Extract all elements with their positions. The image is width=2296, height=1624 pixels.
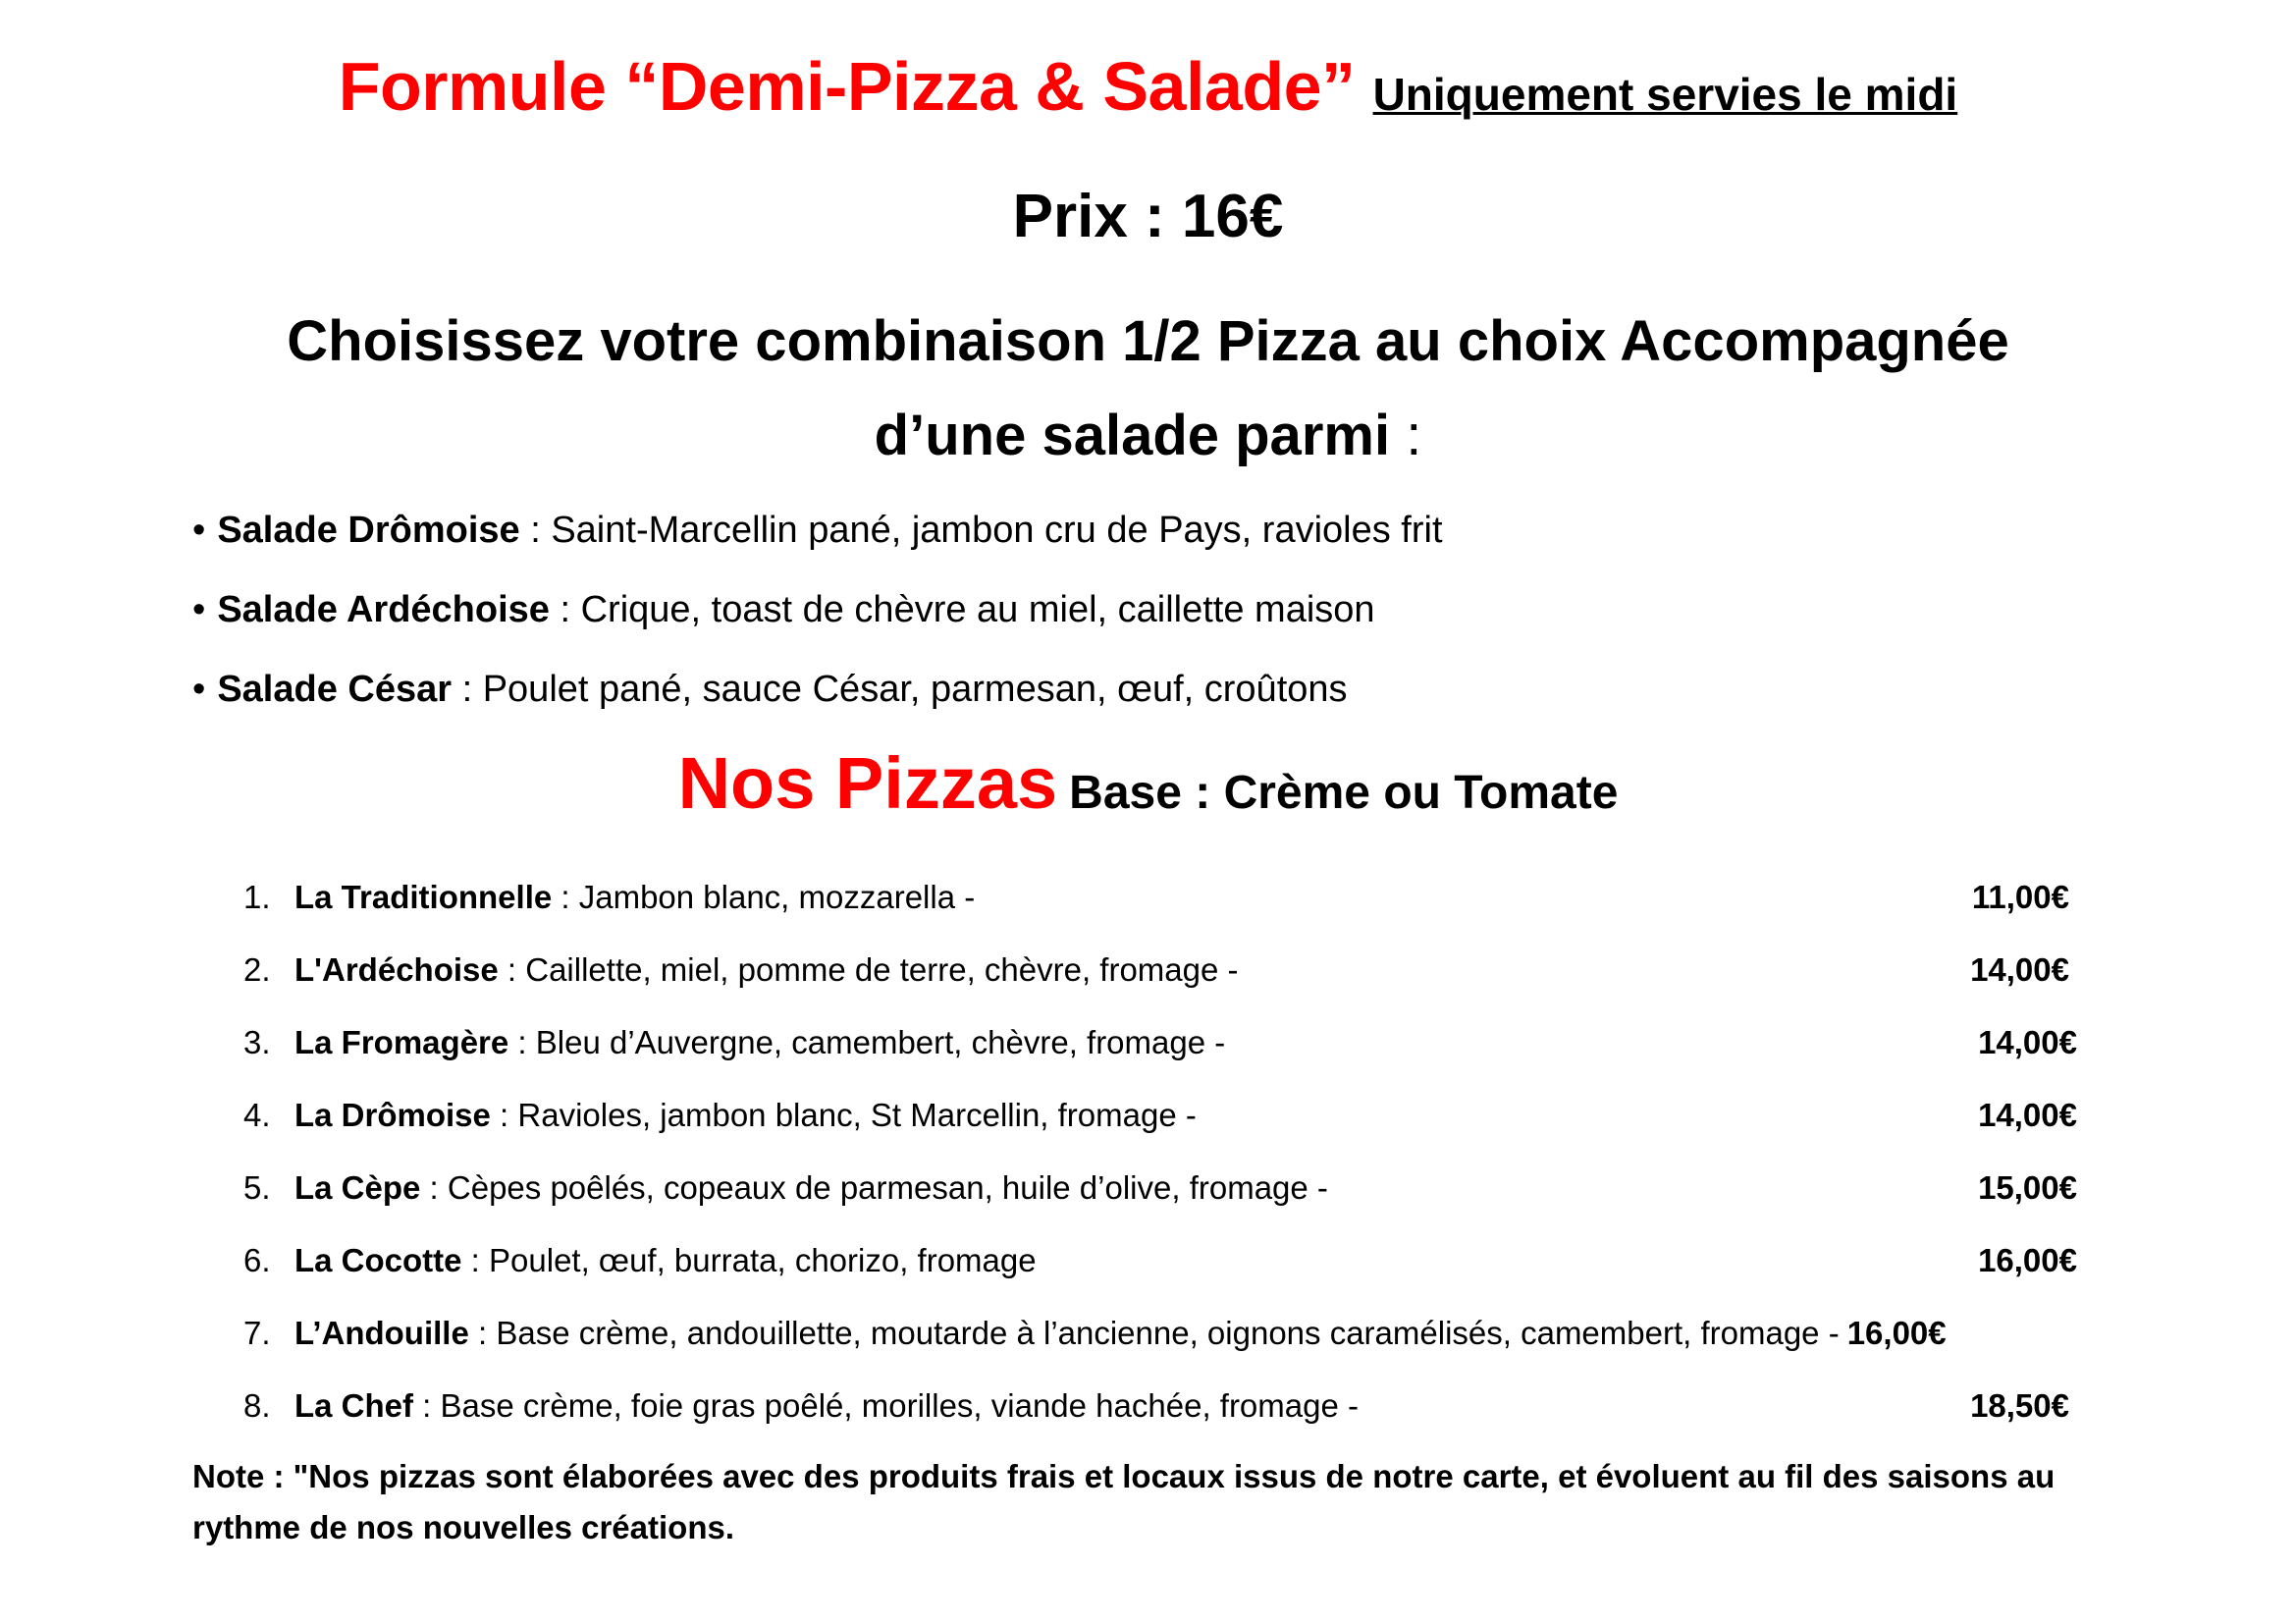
pizza-number: 8.	[243, 1387, 271, 1424]
salad-item	[192, 570, 1443, 650]
pizza-item	[243, 1224, 2089, 1297]
pizza-price: 14,00€	[1978, 1024, 2077, 1060]
intro-text	[0, 295, 2296, 483]
pizza-name: La Drômoise	[294, 1097, 491, 1133]
pizzas-title: Nos Pizzas	[677, 742, 1058, 824]
pizza-description: : Base crème, foie gras poêlé, morilles, viande hachée, fromage -	[413, 1387, 1359, 1424]
pizza-name: L'Ardéchoise	[294, 951, 499, 988]
pizza-number: 1.	[243, 879, 271, 915]
pizza-description: : Caillette, miel, pomme de terre, chèvre, fromage -	[498, 951, 1239, 988]
pizza-number: 3.	[243, 1024, 271, 1060]
pizza-list	[243, 861, 2089, 1442]
pizza-name: La Cocotte	[294, 1242, 462, 1278]
formula-title-line	[0, 47, 2296, 126]
formula-price: Prix : 16€	[1012, 183, 1284, 250]
intro-colon: :	[1406, 404, 1422, 467]
pizza-number: 5.	[243, 1169, 271, 1206]
pizza-description: : Bleu d’Auvergne, camembert, chèvre, fromage -	[508, 1024, 1226, 1060]
pizza-item	[243, 1006, 2089, 1079]
pizzas-base: Base : Crème ou Tomate	[1069, 767, 1619, 819]
salad-name: Salade Ardéchoise	[217, 589, 550, 630]
pizza-item	[243, 1370, 2089, 1442]
salad-description: : Saint-Marcellin pané, jambon cru de Pays, ravioles frit	[519, 510, 1443, 551]
pizza-price: 11,00€	[1971, 879, 2069, 915]
pizza-item	[243, 1079, 2089, 1152]
bullet-icon: •	[192, 669, 206, 710]
pizza-name: La Fromagère	[294, 1024, 509, 1060]
pizza-description: : Cèpes poêlés, copeaux de parmesan, huile d’olive, fromage -	[420, 1169, 1328, 1206]
bullet-icon: •	[192, 510, 206, 551]
salad-name: Salade César	[217, 669, 453, 710]
pizza-price: 15,00€	[1978, 1169, 2077, 1206]
formula-subtitle: Uniquement servies le midi	[1372, 69, 1958, 120]
pizza-number: 4.	[243, 1097, 271, 1133]
footer-note: Note : "Nos pizzas sont élaborées avec des produits frais et locaux issus de notre carte, et évoluent au fil des saisons au rythme de nos nouvelles créations.	[192, 1458, 2056, 1545]
pizza-name: La Chef	[294, 1387, 414, 1424]
pizza-description: : Base crème, andouillette, moutarde à l’ancienne, oignons caramélisés, camembert, fromage -	[468, 1315, 1840, 1351]
pizza-number: 7.	[243, 1315, 271, 1351]
pizza-name: La Traditionnelle	[294, 879, 553, 915]
pizza-name: L’Andouille	[294, 1315, 469, 1351]
pizza-description: : Poulet, œuf, burrata, chorizo, fromage	[461, 1242, 1037, 1278]
pizza-number: 6.	[243, 1242, 271, 1278]
formula-title: Formule “Demi-Pizza & Salade”	[338, 48, 1356, 125]
salad-item	[192, 491, 1443, 570]
salad-description: : Crique, toast de chèvre au miel, caillette maison	[549, 589, 1375, 630]
pizza-item	[243, 1297, 2089, 1370]
pizza-item	[243, 861, 2089, 934]
salad-list	[192, 491, 1443, 730]
intro-line-2	[0, 389, 2296, 483]
pizza-price: 14,00€	[1978, 1097, 2077, 1133]
pizza-price: 16,00€	[1978, 1242, 2077, 1278]
pizzas-heading	[0, 741, 2296, 825]
salad-item	[192, 650, 1443, 730]
pizza-price: 16,00€	[1846, 1315, 1947, 1351]
pizza-description: : Ravioles, jambon blanc, St Marcellin, fromage -	[490, 1097, 1197, 1133]
intro-line-1: Choisissez votre combinaison 1/2 Pizza au choix Accompagnée	[287, 309, 2009, 373]
pizza-price: 18,50€	[1970, 1387, 2069, 1424]
pizza-name: La Cèpe	[294, 1169, 421, 1206]
pizza-item	[243, 934, 2089, 1006]
intro-line-2-text: d’une salade parmi	[874, 404, 1391, 467]
pizza-item	[243, 1152, 2089, 1224]
salad-description: : Poulet pané, sauce César, parmesan, œuf, croûtons	[452, 669, 1348, 710]
bullet-icon: •	[192, 589, 206, 630]
salad-name: Salade Drômoise	[217, 510, 520, 551]
pizza-description: : Jambon blanc, mozzarella -	[552, 879, 976, 915]
pizza-number: 2.	[243, 951, 271, 988]
pizza-price: 14,00€	[1970, 951, 2069, 988]
